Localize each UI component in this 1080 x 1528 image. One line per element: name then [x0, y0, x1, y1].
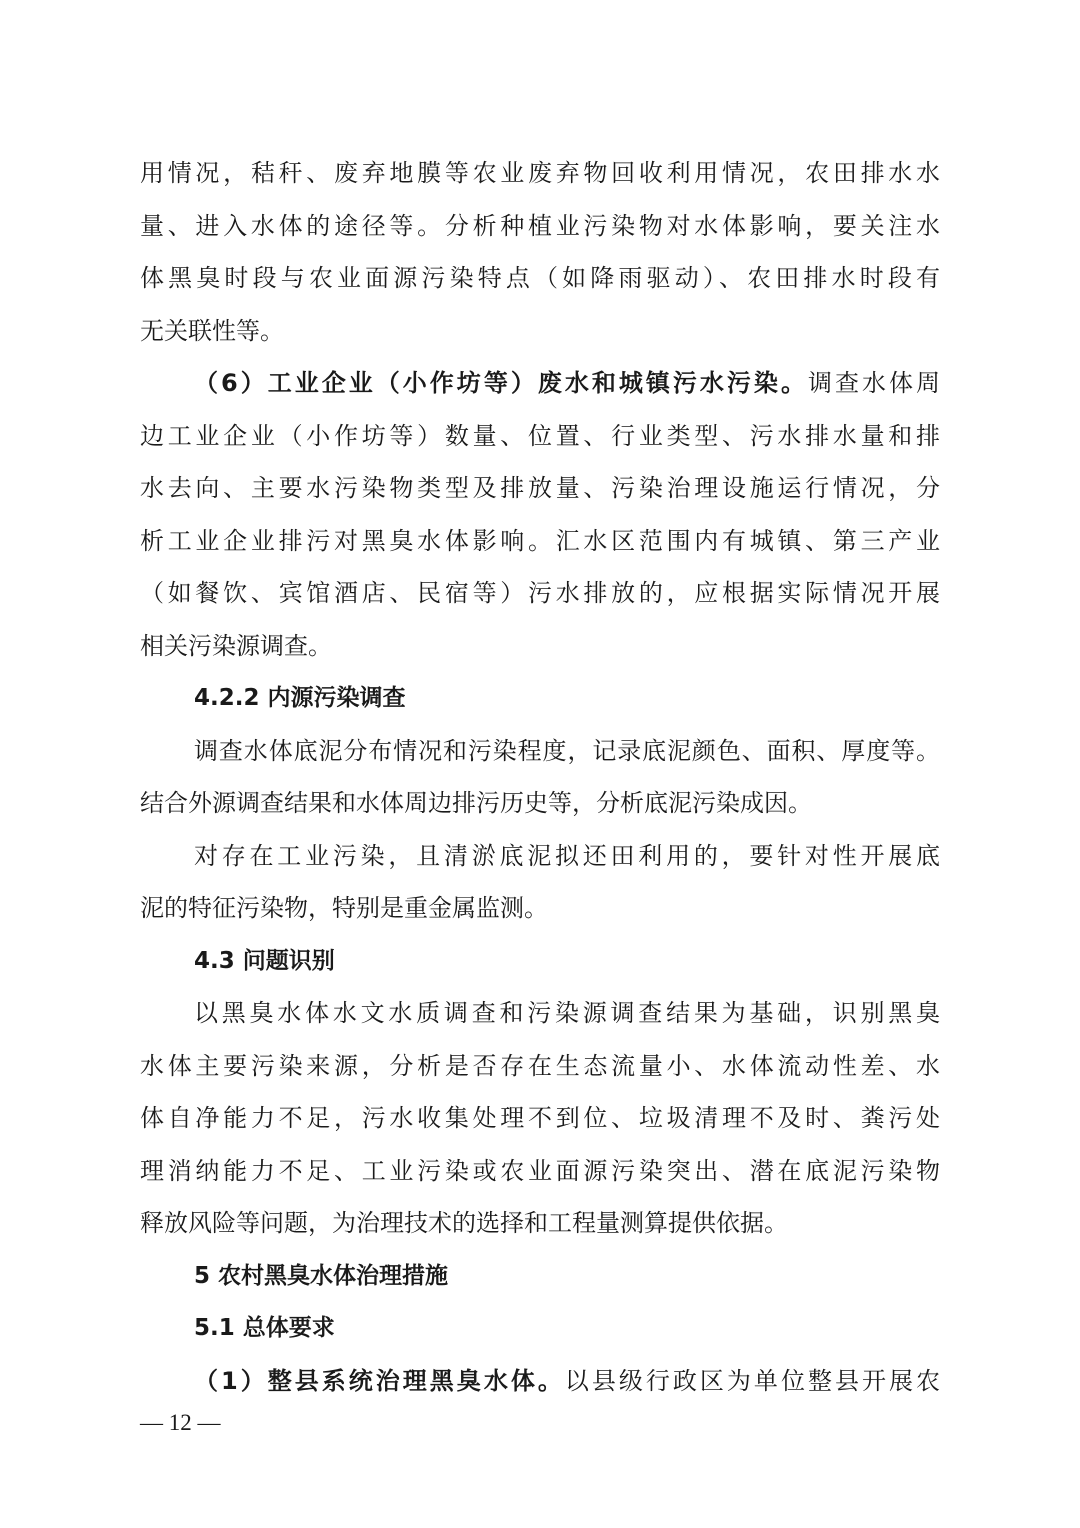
body-line: 体黑臭时段与农业面源污染特点（如降雨驱动）、农田排水时段有: [140, 264, 940, 292]
body-line: 对存在工业污染，且清淤底泥拟还田利用的，要针对性开展底: [194, 841, 940, 870]
body-line: 相关污染源调查。: [140, 631, 332, 660]
body-line: 水体主要污染来源，分析是否存在生态流量小、水体流动性差、水: [140, 1051, 940, 1080]
document-body: [140, 147, 940, 1407]
item-6-first-line: [140, 357, 940, 410]
item-1-text: 以县级行政区为单位整县开展农: [564, 1366, 941, 1395]
body-line: 水去向、主要水污染物类型及排放量、污染治理设施运行情况，分: [140, 474, 940, 502]
body-line: 释放风险等问题，为治理技术的选择和工程量测算提供依据。: [140, 1209, 788, 1237]
body-line: 调查水体底泥分布情况和污染程度，记录底泥颜色、面积、厚度等。: [194, 736, 940, 765]
body-line: 泥的特征污染物，特别是重金属监测。: [140, 894, 548, 922]
body-line: 体自净能力不足，污水收集处理不到位、垃圾清理不及时、粪污处: [140, 1104, 940, 1132]
body-line: 析工业企业排污对黑臭水体影响。汇水区范围内有城镇、第三产业: [140, 526, 940, 555]
body-line: 以黑臭水体水文水质调查和污染源调查结果为基础，识别黑臭: [194, 999, 940, 1027]
body-line: 无关联性等。: [140, 316, 284, 345]
body-line: 用情况，秸秆、废弃地膜等农业废弃物回收利用情况，农田排水水: [140, 159, 940, 187]
body-line: 理消纳能力不足、工业污染或农业面源污染突出、潜在底泥污染物: [140, 1156, 940, 1185]
section-heading-4-3: 4.3 问题识别: [194, 947, 335, 974]
item-6-text: 调查水体周: [807, 369, 940, 397]
item-1-lead: （1）整县系统治理黑臭水体。: [194, 1366, 565, 1395]
item-1-line: [140, 1355, 940, 1408]
item-6-lead: （6）工业企业（小作坊等）废水和城镇污水污染。: [194, 369, 808, 397]
page-number: — 12 —: [140, 1410, 221, 1435]
body-line: 量、进入水体的途径等。分析种植业污染物对水体影响，要关注水: [140, 211, 940, 240]
body-line: （如餐饮、宾馆酒店、民宿等）污水排放的，应根据实际情况开展: [140, 579, 940, 607]
section-heading-4-2-2: 4.2.2 内源污染调查: [194, 685, 406, 711]
section-heading-5: 5 农村黑臭水体治理措施: [194, 1262, 449, 1289]
body-line: 结合外源调查结果和水体周边排污历史等，分析底泥污染成因。: [140, 789, 812, 817]
body-line: 边工业企业（小作坊等）数量、位置、行业类型、污水排水量和排: [140, 421, 940, 450]
section-heading-5-1: 5.1 总体要求: [194, 1315, 335, 1341]
